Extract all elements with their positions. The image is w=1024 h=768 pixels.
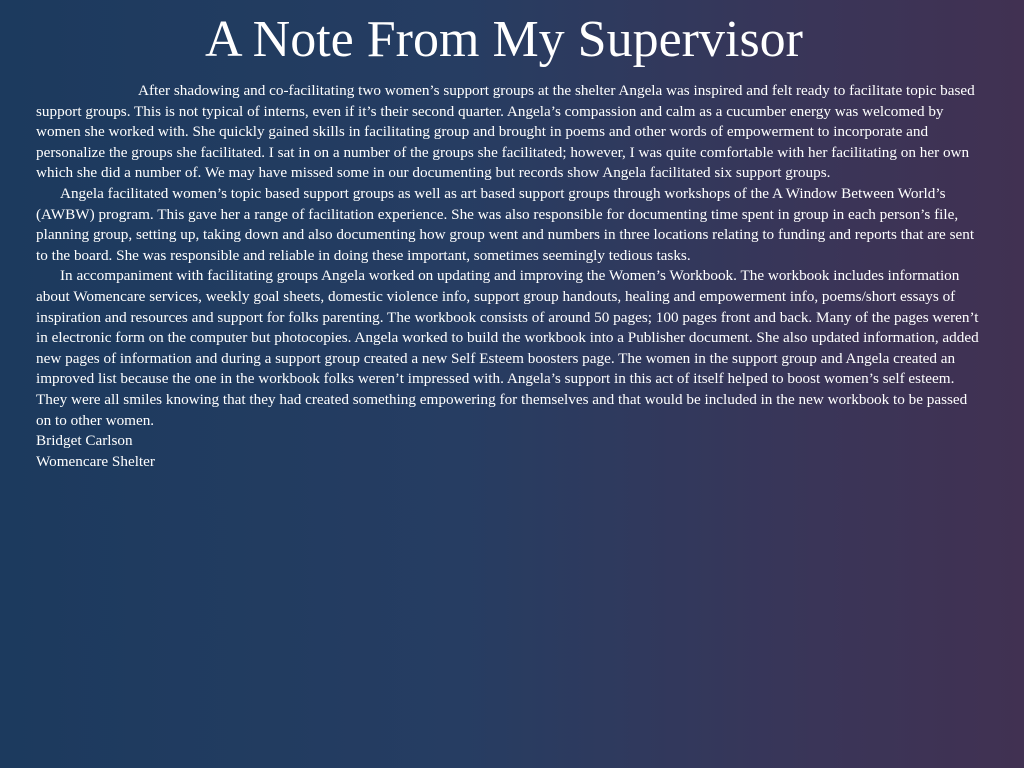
signature-organization: Womencare Shelter: [36, 452, 155, 470]
letter-body: [36, 81, 986, 472]
slide-title: A Note From My Supervisor: [205, 11, 803, 68]
paragraph-3: In accompaniment with facilitating groups Angela worked on updating and improving the Women’s Workbook. The workbook includes information about Womencare services, weekly goal sheets, domestic violence info, support group handouts, healing and empowerment info, poems/short essays of inspiration and resources and support for folks parenting. The workbook consists of around 50 pages; 100 pages front and back. Many of the pages weren’t in electronic form on the computer but photocopies. Angela worked to build the workbook into a Publisher document. She also updated information, added new pages of information and during a support group created a new Self Esteem boosters page. The women in the support group and Angela created an improved list because the one in the workbook folks weren’t impressed with. Angela’s support in this act of itself helped to boost women’s self esteem. They were all smiles knowing that they had created something empowering for themselves and that would be included in the new workbook to be passed on to other women.: [36, 267, 979, 429]
paragraph-1: After shadowing and co-facilitating two women’s support groups at the shelter Angela was inspired and felt ready to facilitate topic based support groups. This is not typical of interns, even if it’s their second quarter. Angela’s compassion and calm as a cucumber energy was welcomed by women she worked with. She quickly gained skills in facilitating group and brought in poems and other words of empowerment to incorporate and personalize the groups she facilitated. I sat in on a number of the groups she facilitated; however, I was quite comfortable with her facilitating on her own which she did a number of. We may have missed some in our documenting but records show Angela facilitated six support groups.: [36, 82, 975, 182]
paragraph-2: Angela facilitated women’s topic based support groups as well as art based support groups through workshops of the A Window Between World’s (AWBW) program. This gave her a range of facilitation experience. She was also responsible for documenting time spent in group in each person’s file, planning group, setting up, taking down and also documenting how group went and numbers in three locations relating to funding and reports that are sent to the board. She was responsible and reliable in doing these important, sometimes seemingly tedious tasks.: [36, 184, 975, 264]
signature-name: Bridget Carlson: [36, 432, 133, 450]
